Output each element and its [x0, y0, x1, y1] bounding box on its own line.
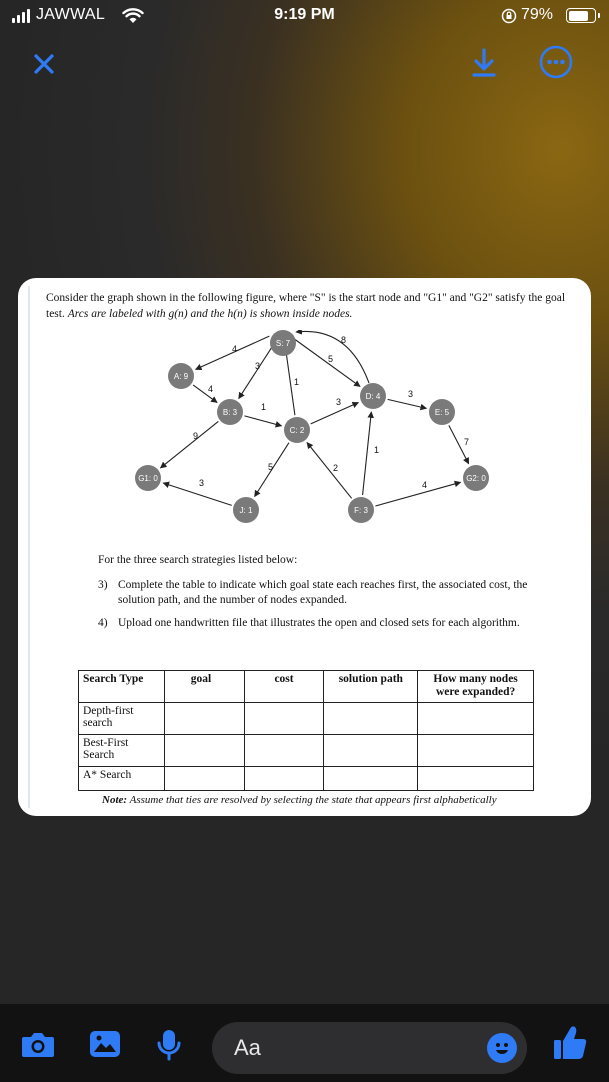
graph-edge [388, 399, 427, 408]
thumbs-up-icon [552, 1024, 588, 1062]
node-label: F: 3 [354, 506, 368, 515]
row-search-type: A* Search [79, 767, 165, 791]
carrier-name: JAWWAL [36, 6, 106, 23]
graph-node [270, 330, 296, 356]
message-composer-bar [0, 1004, 609, 1082]
graph-node [233, 497, 259, 523]
edge-cost-label: 4 [422, 480, 428, 490]
edge-cost-label: 4 [208, 384, 214, 394]
table-header-row [79, 671, 534, 703]
camera-button[interactable] [20, 1028, 56, 1065]
node-label: E: 5 [434, 408, 450, 417]
edge-cost-label: 3 [408, 389, 414, 399]
edge-cost-label: 3 [255, 361, 261, 371]
graph-node [168, 363, 194, 389]
note-label: Note: [102, 794, 128, 806]
more-options-button[interactable] [538, 44, 574, 80]
node-label: G2: 0 [466, 474, 486, 483]
edge-cost-label: 5 [268, 462, 274, 472]
table-row [79, 767, 534, 791]
graph-node [463, 465, 489, 491]
orientation-lock-icon [501, 8, 517, 24]
problem-statement [46, 290, 576, 322]
edge-cost-label: 3 [199, 478, 205, 488]
close-icon [28, 48, 60, 80]
header-solution-path: solution path [324, 671, 418, 703]
header-nodes-expanded: How many nodes were expanded? [418, 671, 534, 703]
node-label: C: 2 [289, 426, 305, 435]
microphone-icon [155, 1028, 183, 1062]
emoji-icon [487, 1033, 517, 1063]
graph-node [135, 465, 161, 491]
emoji-button[interactable] [487, 1033, 517, 1063]
close-button[interactable] [28, 48, 60, 80]
edge-cost-label: 8 [341, 335, 347, 345]
like-button[interactable] [552, 1024, 588, 1067]
camera-icon [20, 1028, 56, 1060]
task-text: Upload one handwritten file that illustrates the open and closed sets for each algorithm. [118, 617, 520, 629]
graph-edge [375, 482, 460, 506]
document-page [28, 286, 581, 808]
gallery-icon [88, 1028, 122, 1060]
status-bar [0, 0, 609, 32]
edge-cost-label: 1 [374, 445, 380, 455]
edge-cost-label: 5 [328, 354, 334, 364]
graph-edge [244, 416, 281, 426]
download-icon [466, 44, 502, 80]
battery-icon [566, 8, 596, 23]
graph-edge [311, 403, 359, 424]
results-table [78, 670, 534, 791]
problem-statement-text: Consider the graph shown in the following figure, where "S" is the start node and "G1" and "G2" satisfy the goal test. [46, 292, 566, 320]
edge-cost-label: 4 [232, 344, 238, 354]
download-button[interactable] [466, 44, 502, 80]
graph-node [360, 383, 386, 409]
edge-cost-label: 9 [193, 431, 199, 441]
header-cost: cost [244, 671, 324, 703]
battery-percent: 79% [521, 6, 554, 23]
node-label: S: 7 [275, 339, 291, 348]
graph-edge [293, 338, 360, 387]
message-input-placeholder: Aa [234, 1035, 261, 1060]
edge-cost-label: 1 [261, 402, 267, 412]
node-label: D: 4 [365, 392, 381, 401]
problem-statement-italic: Arcs are labeled with g(n) and the h(n) is shown inside nodes. [67, 308, 353, 320]
edge-cost-label: 2 [333, 463, 339, 473]
graph-edge [363, 412, 372, 495]
task-number: 3) [98, 579, 108, 591]
graph-edge [307, 442, 352, 498]
graph-node [217, 399, 243, 425]
more-icon [538, 44, 574, 80]
table-row [79, 735, 534, 767]
node-label: G1: 0 [138, 474, 158, 483]
graph-node [348, 497, 374, 523]
header-goal: goal [164, 671, 244, 703]
shared-document-image[interactable] [18, 278, 591, 816]
row-search-type: Depth-first search [79, 703, 165, 735]
node-label: J: 1 [239, 506, 253, 515]
graph-node [429, 399, 455, 425]
strategies-intro: For the three search strategies listed below: [98, 554, 298, 566]
row-search-type: Best-First Search [79, 735, 165, 767]
graph-edge [193, 385, 217, 403]
message-input[interactable] [212, 1022, 527, 1074]
clock-time: 9:19 PM [274, 6, 335, 23]
graph-edge [160, 421, 218, 468]
task-text: Complete the table to indicate which goal state each reaches first, the associated cost, the solution path, and the number of nodes expanded. [118, 579, 528, 606]
gallery-button[interactable] [88, 1028, 122, 1065]
graph-node [284, 417, 310, 443]
graph-edge [163, 483, 232, 505]
edge-cost-label: 1 [294, 377, 300, 387]
edge-cost-label: 3 [336, 397, 342, 407]
table-row [79, 703, 534, 735]
note-text: Assume that ties are resolved by selecting the state that appears first alphabetically [129, 794, 497, 806]
node-label: A: 9 [173, 372, 189, 381]
voice-message-button[interactable] [155, 1028, 183, 1067]
search-graph [30, 330, 583, 550]
edge-cost-label: 7 [464, 437, 470, 447]
tie-break-note [102, 794, 497, 806]
node-label: B: 3 [222, 408, 238, 417]
header-search-type: Search Type [79, 671, 165, 703]
task-number: 4) [98, 617, 108, 629]
